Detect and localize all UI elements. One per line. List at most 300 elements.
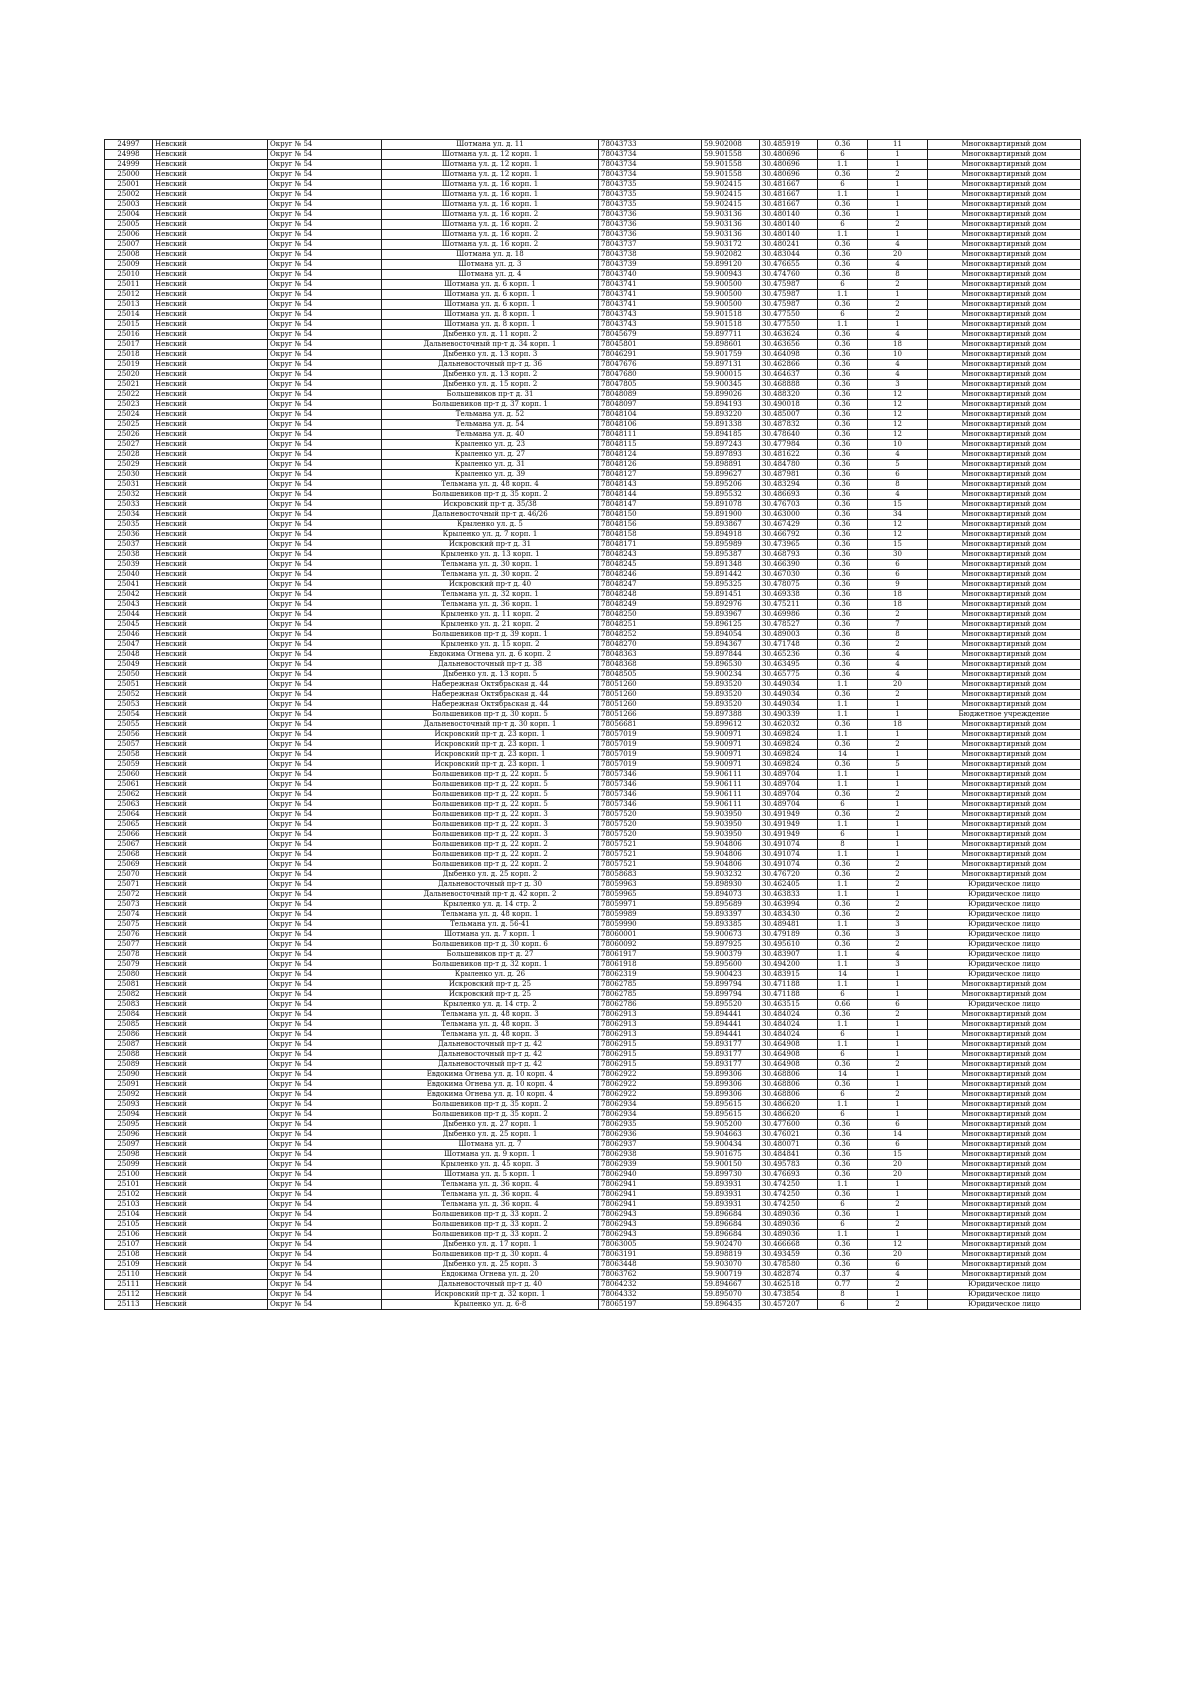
table-row xyxy=(105,800,1081,810)
cell-longitude: 30.457207 xyxy=(760,1300,818,1310)
table-row xyxy=(105,680,1081,690)
cell-latitude: 59.897925 xyxy=(702,940,760,950)
cell-district: Невский xyxy=(153,1300,268,1310)
cell-id: 25014 xyxy=(105,310,153,320)
cell-count: 2 xyxy=(868,810,928,820)
cell-code: 78047676 xyxy=(599,360,702,370)
cell-id: 25015 xyxy=(105,320,153,330)
table-row xyxy=(105,400,1081,410)
cell-okrug: Округ № 54 xyxy=(268,1280,382,1290)
table-row xyxy=(105,960,1081,970)
table-row xyxy=(105,1000,1081,1010)
cell-code: 78043739 xyxy=(599,260,702,270)
cell-address: Шотмана ул. д. 7 xyxy=(382,1140,599,1150)
cell-count: 1 xyxy=(868,1190,928,1200)
table-row xyxy=(105,1020,1081,1030)
cell-latitude: 59.900500 xyxy=(702,280,760,290)
cell-address: Шотмана ул. д. 12 корп. 1 xyxy=(382,160,599,170)
cell-type: Многоквартирный дом xyxy=(928,510,1081,520)
cell-type: Многоквартирный дом xyxy=(928,1190,1081,1200)
cell-district: Невский xyxy=(153,670,268,680)
table-row xyxy=(105,870,1081,880)
cell-id: 25071 xyxy=(105,880,153,890)
cell-volume: 1.1 xyxy=(818,730,868,740)
cell-id: 25011 xyxy=(105,280,153,290)
cell-okrug: Округ № 54 xyxy=(268,200,382,210)
cell-count: 12 xyxy=(868,390,928,400)
table-row xyxy=(105,1250,1081,1260)
table-row xyxy=(105,810,1081,820)
cell-type: Многоквартирный дом xyxy=(928,650,1081,660)
cell-code: 78051260 xyxy=(599,700,702,710)
cell-code: 78048111 xyxy=(599,430,702,440)
table-row xyxy=(105,250,1081,260)
cell-count: 4 xyxy=(868,1270,928,1280)
cell-code: 78048158 xyxy=(599,530,702,540)
table-row xyxy=(105,370,1081,380)
cell-okrug: Округ № 54 xyxy=(268,810,382,820)
cell-code: 78048150 xyxy=(599,510,702,520)
cell-okrug: Округ № 54 xyxy=(268,590,382,600)
cell-okrug: Округ № 54 xyxy=(268,780,382,790)
table-row xyxy=(105,1010,1081,1020)
cell-code: 78062934 xyxy=(599,1110,702,1120)
cell-type: Юридическое лицо xyxy=(928,940,1081,950)
cell-type: Многоквартирный дом xyxy=(928,470,1081,480)
cell-volume: 0.36 xyxy=(818,810,868,820)
cell-address: Дальневосточный пр-т д. 42 xyxy=(382,1040,599,1050)
cell-latitude: 59.895615 xyxy=(702,1110,760,1120)
cell-code: 78043734 xyxy=(599,160,702,170)
cell-id: 25016 xyxy=(105,330,153,340)
cell-type: Многоквартирный дом xyxy=(928,610,1081,620)
cell-code: 78045801 xyxy=(599,340,702,350)
cell-latitude: 59.900719 xyxy=(702,1270,760,1280)
cell-longitude: 30.486693 xyxy=(760,490,818,500)
cell-volume: 0.36 xyxy=(818,910,868,920)
cell-district: Невский xyxy=(153,490,268,500)
cell-code: 78062941 xyxy=(599,1180,702,1190)
cell-code: 78062941 xyxy=(599,1190,702,1200)
cell-code: 78057019 xyxy=(599,740,702,750)
cell-code: 78063005 xyxy=(599,1240,702,1250)
cell-code: 78057521 xyxy=(599,850,702,860)
table-row xyxy=(105,380,1081,390)
table-row xyxy=(105,1170,1081,1180)
cell-latitude: 59.895520 xyxy=(702,1000,760,1010)
table-row xyxy=(105,920,1081,930)
table-row xyxy=(105,970,1081,980)
cell-okrug: Округ № 54 xyxy=(268,950,382,960)
table-row xyxy=(105,670,1081,680)
cell-count: 10 xyxy=(868,440,928,450)
cell-latitude: 59.895615 xyxy=(702,1100,760,1110)
cell-id: 25101 xyxy=(105,1180,153,1190)
table-row xyxy=(105,720,1081,730)
cell-volume: 1.1 xyxy=(818,850,868,860)
cell-district: Невский xyxy=(153,310,268,320)
cell-latitude: 59.893867 xyxy=(702,520,760,530)
cell-volume: 0.66 xyxy=(818,1000,868,1010)
cell-id: 25032 xyxy=(105,490,153,500)
cell-address: Тельмана ул. д. 48 корп. 3 xyxy=(382,1030,599,1040)
table-row xyxy=(105,1160,1081,1170)
cell-count: 1 xyxy=(868,820,928,830)
cell-type: Юридическое лицо xyxy=(928,890,1081,900)
cell-code: 78048126 xyxy=(599,460,702,470)
cell-count: 2 xyxy=(868,1300,928,1310)
cell-longitude: 30.478640 xyxy=(760,430,818,440)
cell-okrug: Округ № 54 xyxy=(268,270,382,280)
cell-id: 25086 xyxy=(105,1030,153,1040)
cell-code: 78048246 xyxy=(599,570,702,580)
cell-latitude: 59.901675 xyxy=(702,1150,760,1160)
cell-id: 25073 xyxy=(105,900,153,910)
cell-okrug: Округ № 54 xyxy=(268,1240,382,1250)
cell-id: 25023 xyxy=(105,400,153,410)
cell-address: Тельмана ул. д. 30 корп. 2 xyxy=(382,570,599,580)
cell-district: Невский xyxy=(153,350,268,360)
cell-latitude: 59.896435 xyxy=(702,1300,760,1310)
cell-id: 25104 xyxy=(105,1210,153,1220)
cell-address: Большевиков пр-т д. 22 корп. 3 xyxy=(382,830,599,840)
cell-count: 1 xyxy=(868,1020,928,1030)
cell-longitude: 30.483294 xyxy=(760,480,818,490)
cell-code: 78051260 xyxy=(599,680,702,690)
table-row xyxy=(105,1050,1081,1060)
cell-district: Невский xyxy=(153,590,268,600)
cell-type: Многоквартирный дом xyxy=(928,240,1081,250)
cell-address: Тельмана ул. д. 36 корп. 4 xyxy=(382,1190,599,1200)
cell-count: 2 xyxy=(868,910,928,920)
table-row xyxy=(105,930,1081,940)
cell-okrug: Округ № 54 xyxy=(268,840,382,850)
cell-address: Шотмана ул. д. 6 корп. 1 xyxy=(382,300,599,310)
cell-address: Дальневосточный пр-т д. 30 корп. 1 xyxy=(382,720,599,730)
cell-district: Невский xyxy=(153,770,268,780)
cell-okrug: Округ № 54 xyxy=(268,330,382,340)
cell-longitude: 30.465236 xyxy=(760,650,818,660)
cell-okrug: Округ № 54 xyxy=(268,350,382,360)
cell-okrug: Округ № 54 xyxy=(268,390,382,400)
cell-district: Невский xyxy=(153,690,268,700)
cell-district: Невский xyxy=(153,730,268,740)
cell-volume: 0.36 xyxy=(818,530,868,540)
cell-volume: 0.77 xyxy=(818,1280,868,1290)
cell-code: 78062913 xyxy=(599,1030,702,1040)
cell-volume: 0.36 xyxy=(818,460,868,470)
table-row xyxy=(105,610,1081,620)
cell-district: Невский xyxy=(153,700,268,710)
cell-address: Шотмана ул. д. 16 корп. 1 xyxy=(382,190,599,200)
cell-district: Невский xyxy=(153,840,268,850)
cell-address: Шотмана ул. д. 11 xyxy=(382,140,599,150)
cell-longitude: 30.464908 xyxy=(760,1050,818,1060)
cell-district: Невский xyxy=(153,320,268,330)
cell-volume: 6 xyxy=(818,1090,868,1100)
cell-count: 5 xyxy=(868,760,928,770)
table-row xyxy=(105,350,1081,360)
cell-type: Многоквартирный дом xyxy=(928,850,1081,860)
cell-district: Невский xyxy=(153,370,268,380)
cell-count: 1 xyxy=(868,780,928,790)
cell-latitude: 59.903070 xyxy=(702,1260,760,1270)
cell-address: Дыбенко ул. д. 27 корп. 1 xyxy=(382,1120,599,1130)
cell-type: Многоквартирный дом xyxy=(928,310,1081,320)
cell-okrug: Округ № 54 xyxy=(268,410,382,420)
cell-longitude: 30.463994 xyxy=(760,900,818,910)
cell-longitude: 30.468806 xyxy=(760,1090,818,1100)
cell-volume: 0.36 xyxy=(818,470,868,480)
cell-id: 25051 xyxy=(105,680,153,690)
cell-count: 1 xyxy=(868,1030,928,1040)
cell-type: Многоквартирный дом xyxy=(928,140,1081,150)
cell-count: 1 xyxy=(868,840,928,850)
cell-id: 25034 xyxy=(105,510,153,520)
cell-latitude: 59.902470 xyxy=(702,1240,760,1250)
cell-volume: 6 xyxy=(818,990,868,1000)
cell-volume: 0.36 xyxy=(818,510,868,520)
cell-district: Невский xyxy=(153,900,268,910)
cell-okrug: Округ № 54 xyxy=(268,740,382,750)
cell-code: 78051266 xyxy=(599,710,702,720)
table-row xyxy=(105,510,1081,520)
cell-id: 25076 xyxy=(105,930,153,940)
cell-code: 78062915 xyxy=(599,1050,702,1060)
cell-longitude: 30.489481 xyxy=(760,920,818,930)
cell-count: 12 xyxy=(868,1240,928,1250)
cell-count: 2 xyxy=(868,300,928,310)
cell-latitude: 59.894193 xyxy=(702,400,760,410)
cell-id: 25038 xyxy=(105,550,153,560)
cell-id: 25020 xyxy=(105,370,153,380)
cell-address: Тельмана ул. д. 32 корп. 1 xyxy=(382,590,599,600)
cell-district: Невский xyxy=(153,290,268,300)
table-row xyxy=(105,240,1081,250)
cell-district: Невский xyxy=(153,1240,268,1250)
cell-volume: 1.1 xyxy=(818,1020,868,1030)
cell-district: Невский xyxy=(153,820,268,830)
cell-latitude: 59.891338 xyxy=(702,420,760,430)
cell-type: Многоквартирный дом xyxy=(928,790,1081,800)
cell-id: 25042 xyxy=(105,590,153,600)
cell-volume: 0.36 xyxy=(818,420,868,430)
cell-volume: 0.36 xyxy=(818,1130,868,1140)
cell-latitude: 59.893520 xyxy=(702,700,760,710)
cell-district: Невский xyxy=(153,1000,268,1010)
cell-type: Многоквартирный дом xyxy=(928,780,1081,790)
cell-type: Многоквартирный дом xyxy=(928,1070,1081,1080)
cell-latitude: 59.897388 xyxy=(702,710,760,720)
cell-address: Шотмана ул. д. 18 xyxy=(382,250,599,260)
cell-type: Юридическое лицо xyxy=(928,970,1081,980)
cell-address: Тельмана ул. д. 30 корп. 1 xyxy=(382,560,599,570)
cell-type: Многоквартирный дом xyxy=(928,760,1081,770)
cell-district: Невский xyxy=(153,1130,268,1140)
cell-district: Невский xyxy=(153,410,268,420)
cell-longitude: 30.481667 xyxy=(760,180,818,190)
cell-id: 25111 xyxy=(105,1280,153,1290)
cell-latitude: 59.903950 xyxy=(702,810,760,820)
cell-district: Невский xyxy=(153,610,268,620)
cell-address: Дыбенко ул. д. 11 корп. 2 xyxy=(382,330,599,340)
cell-address: Шотмана ул. д. 12 корп. 1 xyxy=(382,170,599,180)
cell-type: Многоквартирный дом xyxy=(928,840,1081,850)
cell-type: Юридическое лицо xyxy=(928,1290,1081,1300)
cell-count: 1 xyxy=(868,890,928,900)
cell-latitude: 59.896530 xyxy=(702,660,760,670)
cell-longitude: 30.489003 xyxy=(760,630,818,640)
cell-district: Невский xyxy=(153,640,268,650)
cell-latitude: 59.901558 xyxy=(702,150,760,160)
table-row xyxy=(105,840,1081,850)
cell-volume: 0.36 xyxy=(818,930,868,940)
cell-district: Невский xyxy=(153,760,268,770)
cell-type: Юридическое лицо xyxy=(928,1280,1081,1290)
cell-code: 78043736 xyxy=(599,210,702,220)
cell-code: 78048127 xyxy=(599,470,702,480)
cell-okrug: Округ № 54 xyxy=(268,210,382,220)
cell-volume: 6 xyxy=(818,1050,868,1060)
table-row xyxy=(105,940,1081,950)
cell-okrug: Округ № 54 xyxy=(268,1040,382,1050)
cell-id: 25081 xyxy=(105,980,153,990)
cell-volume: 1.1 xyxy=(818,980,868,990)
cell-id: 25002 xyxy=(105,190,153,200)
cell-type: Многоквартирный дом xyxy=(928,1060,1081,1070)
cell-district: Невский xyxy=(153,1120,268,1130)
cell-district: Невский xyxy=(153,890,268,900)
cell-district: Невский xyxy=(153,950,268,960)
cell-longitude: 30.474760 xyxy=(760,270,818,280)
cell-okrug: Округ № 54 xyxy=(268,310,382,320)
cell-longitude: 30.484024 xyxy=(760,1030,818,1040)
table-row xyxy=(105,1280,1081,1290)
cell-code: 78062943 xyxy=(599,1230,702,1240)
cell-district: Невский xyxy=(153,420,268,430)
cell-code: 78043735 xyxy=(599,200,702,210)
cell-address: Искровский пр-т д. 23 корп. 1 xyxy=(382,760,599,770)
cell-id: 25030 xyxy=(105,470,153,480)
cell-district: Невский xyxy=(153,1170,268,1180)
cell-district: Невский xyxy=(153,520,268,530)
cell-okrug: Округ № 54 xyxy=(268,250,382,260)
cell-district: Невский xyxy=(153,960,268,970)
cell-address: Большевиков пр-т д. 22 корп. 5 xyxy=(382,790,599,800)
cell-id: 25017 xyxy=(105,340,153,350)
cell-longitude: 30.471188 xyxy=(760,980,818,990)
cell-volume: 1.1 xyxy=(818,1230,868,1240)
cell-volume: 0.36 xyxy=(818,1060,868,1070)
cell-longitude: 30.469824 xyxy=(760,750,818,760)
cell-okrug: Округ № 54 xyxy=(268,820,382,830)
cell-type: Многоквартирный дом xyxy=(928,160,1081,170)
cell-volume: 0.36 xyxy=(818,1140,868,1150)
cell-count: 2 xyxy=(868,640,928,650)
cell-code: 78062785 xyxy=(599,980,702,990)
cell-okrug: Округ № 54 xyxy=(268,1290,382,1300)
cell-district: Невский xyxy=(153,1210,268,1220)
cell-district: Невский xyxy=(153,400,268,410)
cell-district: Невский xyxy=(153,470,268,480)
cell-code: 78047680 xyxy=(599,370,702,380)
cell-count: 1 xyxy=(868,200,928,210)
table-row xyxy=(105,880,1081,890)
cell-count: 2 xyxy=(868,1090,928,1100)
cell-code: 78043737 xyxy=(599,240,702,250)
cell-type: Многоквартирный дом xyxy=(928,690,1081,700)
cell-longitude: 30.487832 xyxy=(760,420,818,430)
data-table xyxy=(104,139,1081,1310)
cell-type: Многоквартирный дом xyxy=(928,1040,1081,1050)
cell-code: 78043738 xyxy=(599,250,702,260)
cell-id: 25089 xyxy=(105,1060,153,1070)
cell-code: 78062943 xyxy=(599,1210,702,1220)
cell-count: 5 xyxy=(868,460,928,470)
cell-volume: 6 xyxy=(818,180,868,190)
cell-code: 78048115 xyxy=(599,440,702,450)
cell-longitude: 30.480696 xyxy=(760,150,818,160)
table-row xyxy=(105,230,1081,240)
cell-district: Невский xyxy=(153,580,268,590)
cell-address: Большевиков пр-т д. 22 корп. 5 xyxy=(382,770,599,780)
cell-count: 2 xyxy=(868,310,928,320)
cell-okrug: Округ № 54 xyxy=(268,1050,382,1060)
cell-address: Большевиков пр-т д. 22 корп. 2 xyxy=(382,860,599,870)
cell-volume: 0.36 xyxy=(818,570,868,580)
cell-okrug: Округ № 54 xyxy=(268,1070,382,1080)
cell-volume: 1.1 xyxy=(818,880,868,890)
cell-district: Невский xyxy=(153,440,268,450)
cell-type: Многоквартирный дом xyxy=(928,190,1081,200)
table-row xyxy=(105,560,1081,570)
cell-type: Многоквартирный дом xyxy=(928,180,1081,190)
cell-count: 1 xyxy=(868,180,928,190)
cell-address: Крыленко ул. д. 14 стр. 2 xyxy=(382,1000,599,1010)
table-row xyxy=(105,220,1081,230)
cell-volume: 1.1 xyxy=(818,680,868,690)
cell-district: Невский xyxy=(153,630,268,640)
cell-type: Многоквартирный дом xyxy=(928,1010,1081,1020)
cell-count: 2 xyxy=(868,900,928,910)
cell-okrug: Округ № 54 xyxy=(268,240,382,250)
table-row xyxy=(105,1240,1081,1250)
cell-type: Многоквартирный дом xyxy=(928,1270,1081,1280)
cell-type: Многоквартирный дом xyxy=(928,1160,1081,1170)
cell-longitude: 30.481667 xyxy=(760,190,818,200)
cell-latitude: 59.900971 xyxy=(702,740,760,750)
cell-address: Тельмана ул. д. 36 корп. 4 xyxy=(382,1200,599,1210)
cell-latitude: 59.899612 xyxy=(702,720,760,730)
cell-count: 2 xyxy=(868,1010,928,1020)
cell-id: 25077 xyxy=(105,940,153,950)
table-row xyxy=(105,640,1081,650)
table-row xyxy=(105,1230,1081,1240)
cell-district: Невский xyxy=(153,570,268,580)
table-row xyxy=(105,310,1081,320)
cell-latitude: 59.891900 xyxy=(702,510,760,520)
cell-longitude: 30.462866 xyxy=(760,360,818,370)
cell-address: Крыленко ул. д. 39 xyxy=(382,470,599,480)
cell-address: Искровский пр-т д. 23 корп. 1 xyxy=(382,740,599,750)
cell-count: 1 xyxy=(868,150,928,160)
cell-type: Многоквартирный дом xyxy=(928,440,1081,450)
table-row xyxy=(105,900,1081,910)
cell-address: Большевиков пр-т д. 22 корп. 5 xyxy=(382,800,599,810)
cell-id: 25041 xyxy=(105,580,153,590)
cell-address: Тельмана ул. д. 48 корп. 1 xyxy=(382,910,599,920)
table-row xyxy=(105,1300,1081,1310)
